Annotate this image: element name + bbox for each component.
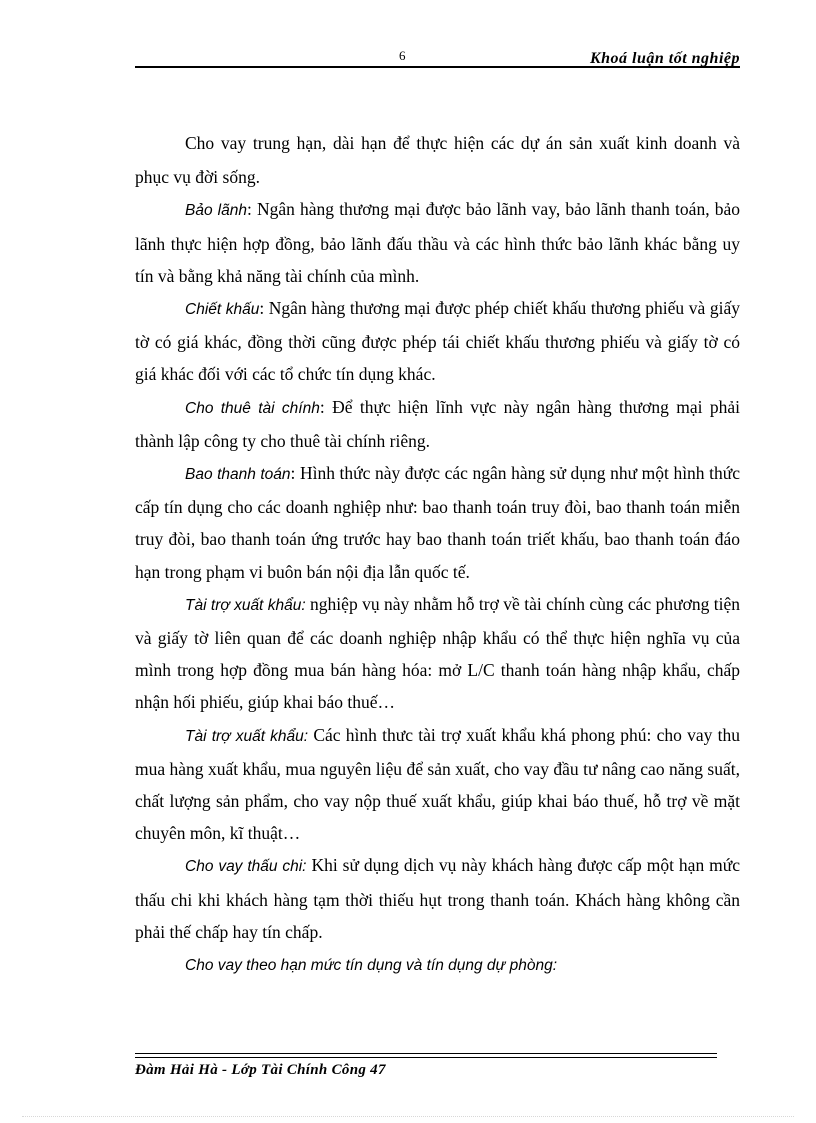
paragraph-text: Các hình thưc tài trợ xuất khẩu khá phong phú: cho vay thu mua hàng xuất khẩu, mua nguyên liệu để sản xuất, cho vay đầu tư nâng cao năng suất, chất lượng sản phẩm, cho vay nộp thuế xuất khẩu, giúp khai báo thuế, hỗ trợ về mặt chuyên môn, kĩ thuật… <box>135 724 740 844</box>
paragraph-text: nghiệp vụ này nhằm hỗ trợ về tài chính cùng các phương tiện và giấy tờ liên quan để các doanh nghiệp nhập khẩu có thể thực hiện nghĩa vụ của mình trong hợp đồng mua bán hàng hóa: mở L/C thanh toán hàng nhập khẩu, chấp nhận hối phiếu, giúp khai báo thuế… <box>135 593 740 713</box>
body-text <box>135 127 740 982</box>
page-bottom-border <box>22 1116 794 1117</box>
paragraph-factoring <box>135 457 740 588</box>
paragraph-guarantee <box>135 193 740 292</box>
paragraph-text: : Ngân hàng thương mại được bảo lãnh vay, bảo lãnh thanh toán, bảo lãnh thực hiện hợp đồng, bảo lãnh đấu thầu và các hình thức bảo lãnh khác bằng uy tín và bằng khả năng tài chính của mình. <box>135 199 740 286</box>
paragraph-export-finance <box>135 719 740 850</box>
paragraph-text: Khi sử dụng dịch vụ này khách hàng được cấp một hạn mức thấu chi khi khách hàng tạm thời thiếu hụt trong thanh toán. Khách hàng không cần phải thế chấp hay tín chấp. <box>135 855 741 942</box>
paragraph-term: Bao thanh toán <box>185 466 291 484</box>
header-title: Khoá luận tốt nghiệp <box>589 50 740 67</box>
paragraph-term: Tài trợ xuất khẩu: <box>185 596 306 614</box>
paragraph-text: Cho vay trung hạn, dài hạn để thực hiện các dự án sản xuất kinh doanh và phục vụ đời sống. <box>135 133 740 188</box>
paragraph-term: Cho vay thấu chi: <box>185 858 307 876</box>
paragraph-medium-long-term-loans <box>135 127 740 193</box>
page-number: 6 <box>399 48 406 63</box>
paragraph-term: Tài trợ xuất khẩu: <box>185 727 309 745</box>
paragraph-credit-line <box>135 948 740 982</box>
paragraph-import-finance <box>135 588 740 719</box>
paragraph-financial-leasing <box>135 391 740 457</box>
page-footer <box>135 1053 717 1078</box>
paragraph-text: : Để thực hiện lĩnh vực này ngân hàng thương mại phải thành lập công ty cho thuê tài chính riêng. <box>135 396 741 451</box>
paragraph-overdraft <box>135 849 740 948</box>
paragraph-discount <box>135 292 740 391</box>
footer-rule <box>135 1053 717 1054</box>
paragraph-text: : Ngân hàng thương mại được phép chiết khấu thương phiếu và giấy tờ có giá khác, đồng thời cũng được phép tái chiết khấu thương phiếu và giấy tờ có giá khác đối với các tổ chức tín dụng khác. <box>135 298 740 385</box>
page-header <box>135 44 740 72</box>
paragraph-term: Chiết khấu <box>185 301 260 319</box>
paragraph-term: Bảo lãnh <box>185 202 247 220</box>
paragraph-text: : Hình thức này được các ngân hàng sử dụng như một hình thức cấp tín dụng cho các doanh nghiệp như: bao thanh toán truy đòi, bao thanh toán miễn truy đòi, bao thanh toán ứng trước hay bao thanh toán triết khấu, bao thanh toán đáo hạn trong phạm vi buôn bán nội địa lẫn quốc tế. <box>135 463 740 582</box>
paragraph-term: Cho vay theo hạn mức tín dụng và tín dụng dự phòng: <box>185 957 558 975</box>
footer-rule <box>135 1057 717 1058</box>
header-rule <box>135 66 740 68</box>
paragraph-term: Cho thuê tài chính <box>185 399 320 417</box>
footer-author: Đàm Hải Hà - Lớp Tài Chính Công 47 <box>135 1062 386 1078</box>
